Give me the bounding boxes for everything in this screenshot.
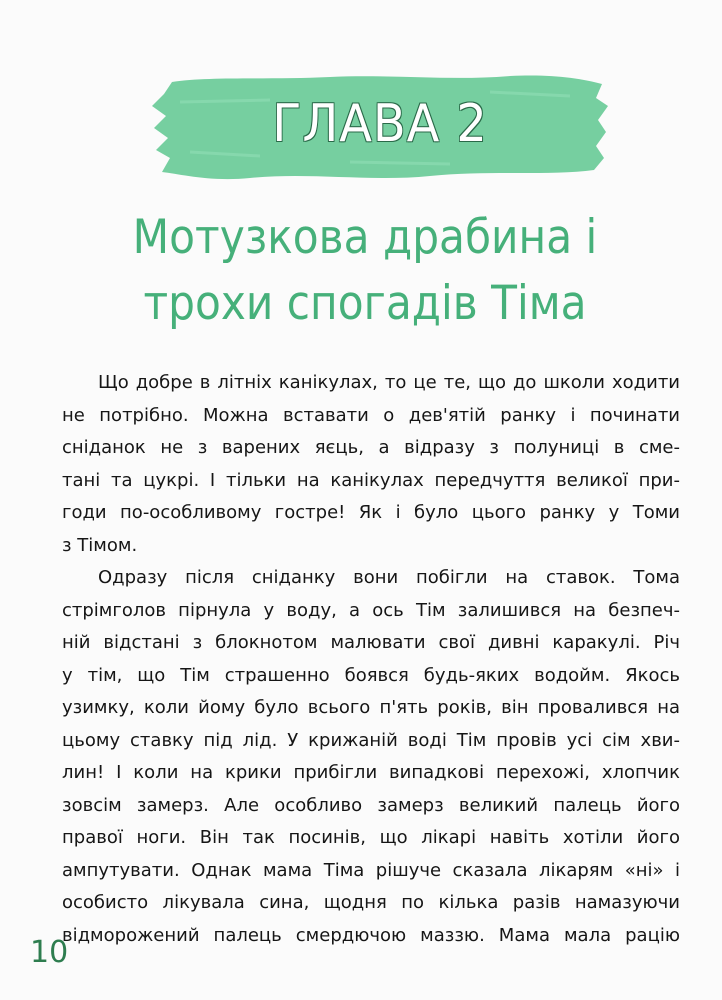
text-line: особисто лікувала сина, щодня по кілька разів намазуючи [62,892,680,913]
text-line: ній відстані з блокнотом малювати свої дивні каракулі. Річ [62,632,680,653]
text-line: відморожений палець смердючою маззю. Мама мала рацію [62,924,680,946]
body-text [62,367,680,952]
text-line: Що добре в літніх канікулах, то це те, що до школи ходити [98,372,680,393]
chapter-title-line: Мотузкова драбина і [132,210,598,265]
page-number: 10 [30,935,69,970]
text-line: Одразу після сніданку вони побігли на ставок. Тома [98,567,680,588]
text-line: сніданок не з варених яєць, а відразу з полуниці в сме- [62,437,680,458]
chapter-title-line: трохи спогадів Тіма [143,276,587,331]
text-line: зовсім замерз. Але особливо замерз великий палець його [62,794,680,816]
text-line: не потрібно. Можна вставати о дев'ятій ранку і починати [62,404,680,426]
text-line: ампутувати. Однак мама Тіма рішуче сказала лікарям «ні» і [62,859,680,881]
paragraph [62,367,680,562]
text-line: з Тімом. [62,534,138,556]
paragraph [62,562,680,952]
text-line: тані та цукрі. І тільки на канікулах передчуття великої при- [62,469,680,491]
text-line: лин! І коли на крики прибігли випадкові перехожі, хлопчик [62,762,680,783]
text-line: стрімголов пірнула у воду, а ось Тім залишився на безпеч- [62,599,680,621]
text-line: годи по-особливому гостре! Як і було цього ранку у Томи [62,502,680,523]
text-line: правої ноги. Він так посинів, що лікарі навіть хотіли його [62,827,680,848]
text-line: узимку, коли йому було всього п'ять років, він провалився на [62,697,680,718]
text-line: у тім, що Тім страшенно боявся будь-яких водойм. Якось [62,664,680,686]
chapter-label: ГЛАВА 2 [272,94,488,154]
text-line: цьому ставку під лід. У крижаній воді Тім провів усі сім хви- [62,729,680,751]
chapter-title [91,205,640,337]
